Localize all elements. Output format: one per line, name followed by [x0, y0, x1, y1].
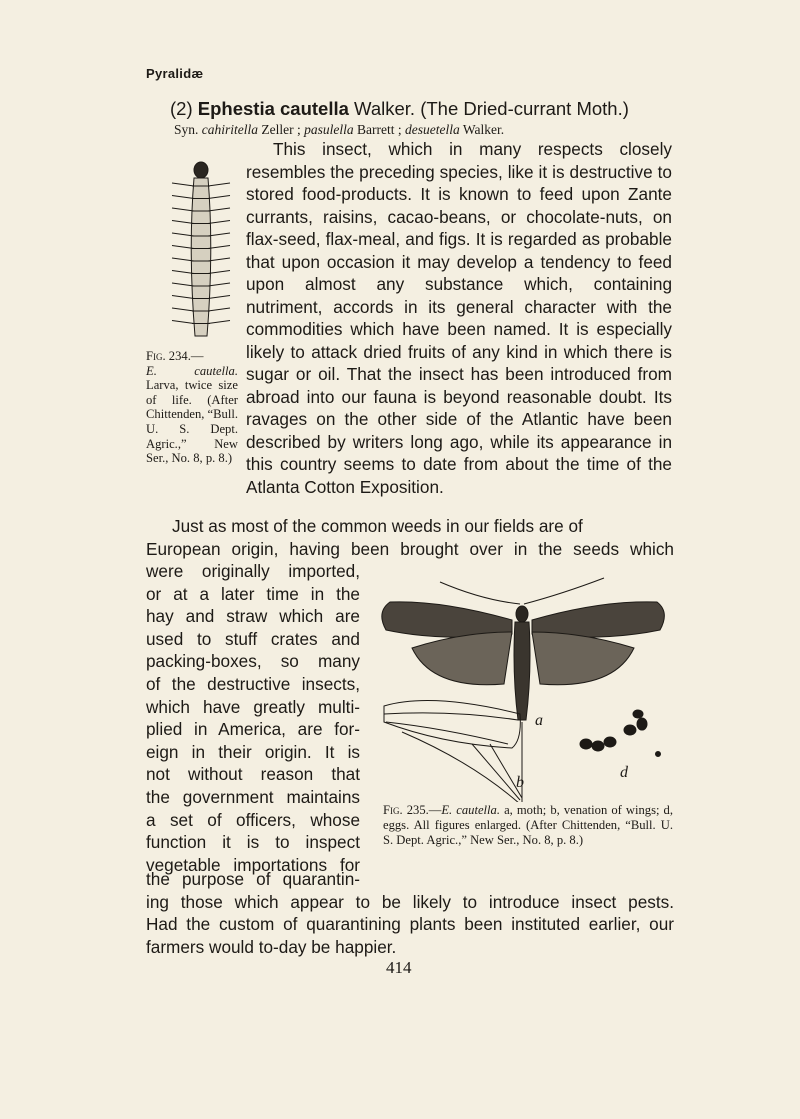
fig-234-text: Larva, twice size of life. (After Chittenden, “Bull. U. S. Dept. Agric.,” New Ser., No. 8, p. 8.) [146, 378, 238, 466]
species-name: Ephestia cautella [197, 98, 349, 119]
wrap-line: a set of officers, whose [146, 809, 360, 830]
fig-235-label: Fig. 235.— [383, 803, 442, 817]
syn-author-1: Zeller ; [258, 122, 305, 137]
wrap-line: used to stuff crates and [146, 628, 360, 649]
syn-author-3: Walker. [459, 122, 505, 137]
entry-number: (2) [170, 98, 193, 119]
wrap-line: which have greatly multi- [146, 696, 360, 717]
syn-author-2: Barrett ; [353, 122, 405, 137]
fig-letter-b: b [516, 774, 524, 791]
tail-line: the purpose of quarantin- [146, 869, 360, 889]
wrap-line: function it is to inspect [146, 832, 360, 853]
tail-line: ing those which appear to be likely to introduce insect pests. [146, 891, 674, 912]
wrap-line: vegetable importations for [146, 854, 360, 875]
larva-illustration [164, 156, 238, 346]
fig-letter-d: d [620, 764, 628, 781]
wrap-line: not without reason that [146, 764, 360, 785]
entry-heading [170, 98, 690, 120]
fig-235-species: E. cautella. [441, 803, 500, 817]
fig-235-caption [383, 803, 673, 848]
wrap-line: or at a later time in the [146, 583, 360, 604]
tail-text [146, 868, 674, 958]
syn-name-1: cahiritella [201, 122, 259, 137]
wrap-line: hay and straw which are [146, 606, 360, 627]
para2-line-1: Just as most of the common weeds in our fields are of [172, 516, 583, 536]
page-number: 414 [386, 958, 412, 977]
syn-name-3: desuetella [404, 122, 460, 137]
wrap-line: plied in America, are for- [146, 719, 360, 740]
entry-heading-rest: Walker. (The Dried-currant Moth.) [348, 98, 629, 119]
synonymy-line [174, 122, 504, 138]
wrap-line: of the destructive insects, [146, 673, 360, 694]
wrap-line: eign in their origin. It is [146, 741, 360, 762]
wrap-line: were originally imported, [146, 561, 360, 581]
para2-line-2: European origin, having been brought over in the seeds which [146, 538, 674, 559]
running-head: Pyralidæ [146, 66, 204, 81]
fig-235-text: a, moth; b, venation of wings; d, eggs. All figures enlarged. (After Chittenden, “Bull. U. S. Dept. Agric.,” New Ser., No. 8, p. 8.) [383, 803, 673, 847]
syn-prefix: Syn. [174, 122, 202, 137]
fig-234-species: E. cautella. [146, 363, 238, 378]
intro-text: This insect, which in many respects closely resembles the preceding species, like it is destructive to stored food-products. It is known to feed upon Zante currants, raisins, cacao-beans, or chocolate-nuts, on flax-seed, flax-meal, and figs. It is regarded as probable that upon occasion it may develop a tendency to feed upon almost any substance which, containing nutriment, accords in its general character with the commodities which have been named. It is especially likely to attack dried fruits of any kind in which there is sugar or oil. That the insect has been introduced from abroad into our fauna is beyond reasonable doubt. Its ravages on the other side of the Atlantic have been described by writers long ago, while its appearance in this country seems to date from about the time of the Atlanta Cotton Exposition. [246, 139, 672, 497]
fig-234-caption [146, 349, 238, 466]
syn-name-2: pasulella [304, 122, 354, 137]
wrapped-text [146, 560, 360, 876]
intro-paragraph [246, 138, 672, 498]
fig-letter-a: a [535, 712, 543, 729]
wrap-line: packing-boxes, so many [146, 651, 360, 672]
wrap-line: the government maintains [146, 786, 360, 807]
fig-234-label: Fig. 234.— [146, 349, 204, 363]
para2 [146, 515, 674, 560]
tail-line: farmers would to-day be happier. [146, 936, 397, 957]
tail-line: Had the custom of quarantining plants been instituted earlier, our [146, 914, 674, 935]
